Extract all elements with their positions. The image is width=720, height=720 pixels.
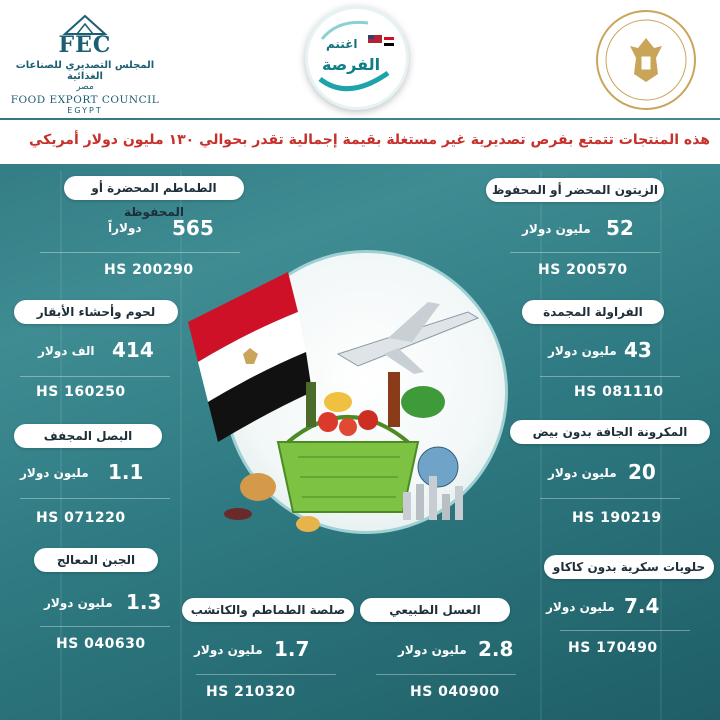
product-label: الطماطم المحضرة أو المحفوظة	[64, 176, 244, 200]
product-hs-code: HS 210320	[206, 684, 296, 700]
product-value: 2.8	[478, 637, 514, 661]
product-unit: مليون دولار	[546, 600, 615, 614]
product-label: لحوم وأحشاء الأبقار	[14, 300, 178, 324]
product-label: البصل المجفف	[14, 424, 162, 448]
card-divider	[40, 626, 170, 627]
product-value: 1.3	[126, 590, 162, 614]
product-unit: الف دولار	[38, 344, 95, 358]
product-hs-code: HS 081110	[574, 384, 664, 400]
product-value: 414	[112, 338, 154, 362]
product-hs-code: HS 200570	[538, 262, 628, 278]
product-hs-code: HS 071220	[36, 510, 126, 526]
product-label: الجبن المعالج	[34, 548, 158, 572]
product-value: 565	[172, 216, 214, 240]
product-label: الفراولة المجمدة	[522, 300, 664, 324]
product-unit: مليون دولار	[20, 466, 89, 480]
product-value: 43	[624, 338, 652, 362]
product-value: 20	[628, 460, 656, 484]
product-unit: مليون دولار	[44, 596, 113, 610]
card-divider	[196, 674, 336, 675]
product-hs-code: HS 170490	[568, 640, 658, 656]
product-hs-code: HS 200290	[104, 262, 194, 278]
card-divider	[540, 376, 680, 377]
product-hs-code: HS 040630	[56, 636, 146, 652]
fec-logo	[10, 14, 160, 115]
opportunity-line1: اغتنم	[326, 37, 358, 51]
product-unit: مليون دولار	[548, 466, 617, 480]
card-divider	[540, 498, 680, 499]
card-divider	[40, 252, 240, 253]
product-hs-code: HS 190219	[572, 510, 662, 526]
fec-mark: FEC	[58, 32, 112, 58]
fec-arabic-name: المجلس التصديري للصناعات الغذائية	[15, 60, 155, 82]
page-title: هذه المنتجات تتمتع بفرص تصديرية غير مستغلة بقيمة إجمالية تقدر بحوالي ١٣٠ مليون دولار أمريكي	[29, 132, 710, 148]
card-divider	[510, 252, 660, 253]
product-unit: دولاراً	[108, 221, 142, 235]
product-unit: مليون دولار	[548, 344, 617, 358]
product-hs-code: HS 040900	[410, 684, 500, 700]
airplane-icon	[338, 302, 478, 374]
produce-icon	[306, 372, 445, 436]
egypt-flag-icon	[188, 272, 312, 442]
header	[0, 0, 720, 118]
product-value: 7.4	[624, 594, 660, 618]
fec-arabic-country: مصر	[76, 82, 94, 92]
fec-english-country: EGYPT	[67, 106, 103, 115]
product-label: المكرونة الجافة بدون بيض	[510, 420, 710, 444]
opportunity-line2: الفرصة	[322, 55, 381, 74]
export-illustration	[188, 262, 508, 562]
product-unit: مليون دولار	[522, 222, 591, 236]
background-stripe	[660, 170, 662, 720]
eagle-emblem-icon	[598, 12, 694, 108]
seize-opportunity-logo	[305, 6, 409, 110]
product-value: 52	[606, 216, 634, 240]
product-label: العسل الطبيعي	[360, 598, 510, 622]
product-label: صلصة الطماطم والكاتشب	[182, 598, 354, 622]
product-value: 1.7	[274, 637, 310, 661]
product-unit: مليون دولار	[194, 643, 263, 657]
product-unit: مليون دولار	[398, 643, 467, 657]
product-label: حلويات سكرية بدون كاكاو	[544, 555, 714, 579]
card-divider	[20, 376, 170, 377]
card-divider	[560, 630, 690, 631]
card-divider	[376, 674, 516, 675]
ministry-logo	[596, 10, 696, 110]
product-hs-code: HS 160250	[36, 384, 126, 400]
fec-english-name: FOOD EXPORT COUNCIL	[10, 94, 160, 106]
card-divider	[20, 498, 170, 499]
product-label: الزيتون المحضر أو المحفوظ	[486, 178, 664, 202]
product-value: 1.1	[108, 460, 144, 484]
